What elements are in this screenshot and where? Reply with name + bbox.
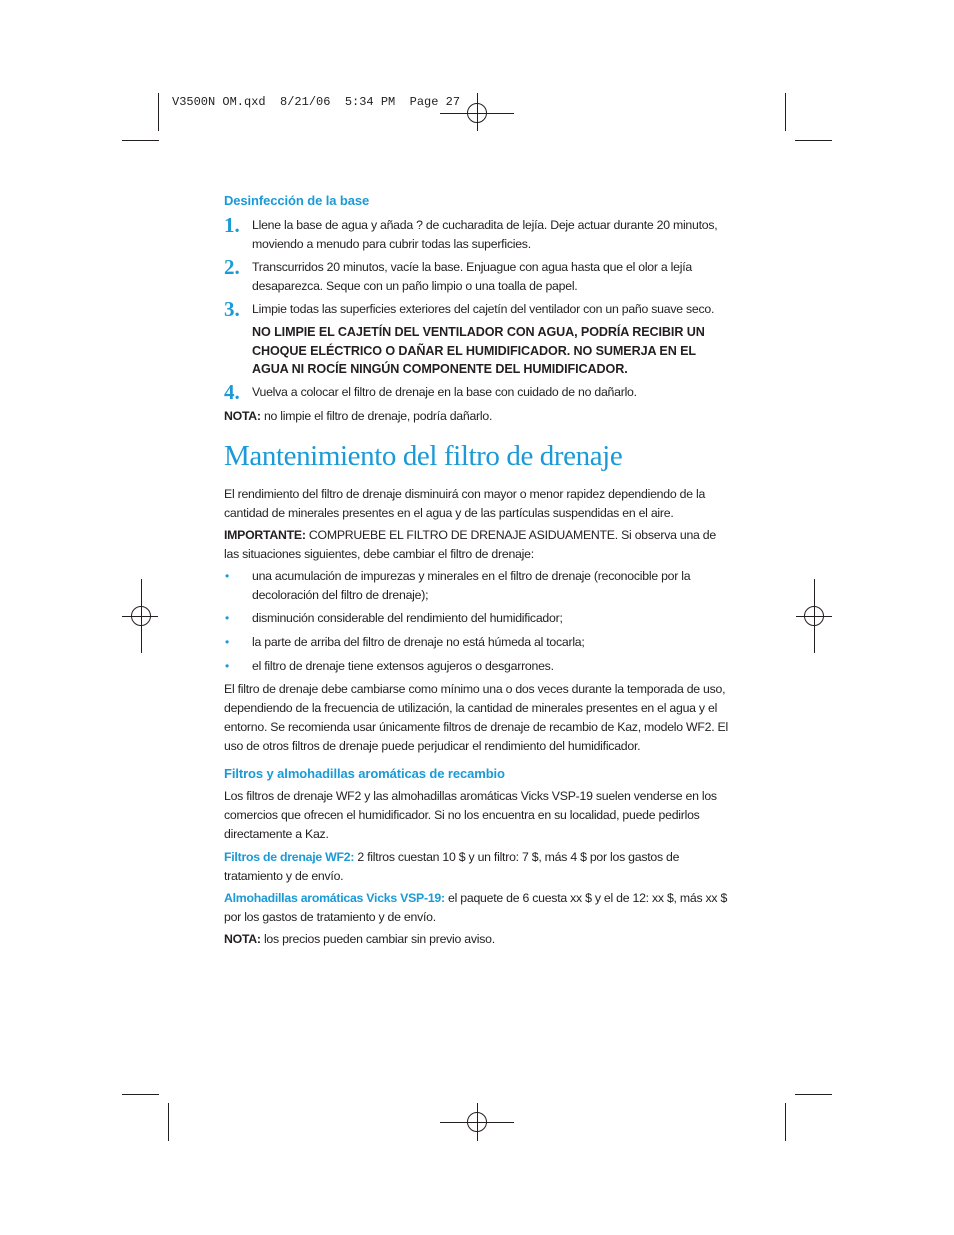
replacements-intro: Los filtros de drenaje WF2 y las almohadillas aromáticas Vicks VSP-19 suelen venderse en los comercios que ofrecen el humidificador. Si no los encuentra en su localidad, puede pedirlos directamente a Kaz. [224, 788, 717, 841]
list-item [224, 633, 732, 652]
pads-pricing [224, 889, 732, 927]
step-item [224, 297, 732, 379]
step-text: Limpie todas las superficies exteriores del cajetín del ventilador con un paño suave seco. [252, 302, 715, 316]
list-item [224, 657, 732, 676]
list-item-text: disminución considerable del rendimiento del humidificador; [252, 610, 563, 625]
note [224, 407, 732, 426]
bullet-icon: • [225, 610, 230, 625]
list-item [224, 567, 732, 605]
crop-mark [785, 93, 786, 131]
disinfection-heading: Desinfección de la base [224, 193, 370, 208]
note-label: NOTA: [224, 408, 261, 423]
list-item-text: una acumulación de impurezas y minerales en el filtro de drenaje (reconocible por la decoloración del filtro de drenaje); [252, 568, 691, 602]
registration-circle-icon [804, 606, 824, 626]
step-text: Vuelva a colocar el filtro de drenaje en la base con cuidado de no dañarlo. [252, 384, 637, 399]
crop-mark [795, 1094, 832, 1095]
list-item-text: la parte de arriba del filtro de drenaje no está húmeda al tocarla; [252, 634, 585, 649]
crop-mark [122, 140, 159, 141]
note-text: no limpie el filtro de drenaje, podría dañarlo. [260, 408, 493, 423]
crop-mark [785, 1103, 786, 1141]
maintenance-intro: El rendimiento del filtro de drenaje disminuirá con mayor o menor rapidez dependiendo de la cantidad de minerales presentes en el agua y de las partículas suspendidas en el aire. [224, 486, 706, 520]
list-item-text: el filtro de drenaje tiene extensos agujeros o desgarrones. [252, 658, 554, 673]
filters-pricing [224, 848, 732, 886]
step-text: Transcurridos 20 minutos, vacíe la base. Enjuague con agua hasta que el olor a lejía desaparezca. Seque con un paño limpio o una toalla de papel. [252, 260, 692, 293]
registration-circle-icon [467, 103, 487, 123]
step-number: 4. [224, 379, 240, 404]
maintenance-closing: El filtro de drenaje debe cambiarse como mínimo una o dos veces durante la temporada de uso, dependiendo de la frecuencia de utilización, la cantidad de minerales presentes en el agua y el entorno. Se recomienda usar únicamente filtros de drenaje de recambio de Kaz, modelo WF2. El uso de otros filtros de drenaje puede perjudicar el rendimiento del humidificador. [224, 681, 728, 753]
note [224, 930, 732, 949]
bullet-icon: • [225, 634, 230, 649]
replacements-heading: Filtros y almohadillas aromáticas de recambio [224, 765, 505, 781]
pads-label: Almohadillas aromáticas Vicks VSP-19: [224, 890, 445, 905]
crop-mark [122, 1094, 159, 1095]
pads-text: el paquete de 6 cuesta xx $ y el de 12: xx $, más xx $ por los gastos de tratamiento y de envío. [224, 890, 728, 924]
filters-label: Filtros de drenaje WF2: [224, 849, 355, 864]
crop-mark [158, 93, 159, 131]
registration-circle-icon [131, 606, 151, 626]
filters-text: 2 filtros cuestan 10 $ y un filtro: 7 $, más 4 $ por los gastos de tratamiento y de envío. [224, 849, 680, 883]
step-number: 2. [224, 255, 240, 279]
safety-warning: NO LIMPIE EL CAJETÍN DEL VENTILADOR CON AGUA, PODRÍA RECIBIR UN CHOQUE ELÉCTRICO O DAÑAR EL HUMIDIFICADOR. NO SUMERJA EN EL AGUA NI ROCÍE NINGÚN COMPONENTE DEL HUMIDIFICADOR. [252, 325, 705, 376]
crop-mark [795, 140, 832, 141]
bullet-icon: • [225, 568, 230, 583]
file-slug: V3500N OM.qxd 8/21/06 5:34 PM Page 27 [172, 95, 461, 109]
step-item [224, 379, 732, 404]
step-item [224, 213, 732, 254]
important-label: IMPORTANTE: [224, 527, 306, 542]
step-item [224, 255, 732, 296]
important-notice [224, 526, 732, 564]
bullet-icon: • [225, 658, 230, 673]
crop-mark [168, 1103, 169, 1141]
registration-circle-icon [467, 1112, 487, 1132]
main-content [224, 192, 732, 949]
list-item [224, 609, 732, 628]
important-text: COMPRUEBE EL FILTRO DE DRENAJE ASIDUAMENTE. Si observa una de las situaciones siguientes, debe cambiar el filtro de drenaje: [224, 527, 716, 561]
step-text: Llene la base de agua y añada ? de cucharadita de lejía. Deje actuar durante 20 minutos, moviendo a menudo para cubrir todas las superficies. [252, 218, 718, 251]
step-number: 1. [224, 213, 240, 237]
note-label: NOTA: [224, 931, 261, 946]
step-number: 3. [224, 297, 240, 321]
note-text: los precios pueden cambiar sin previo aviso. [260, 931, 495, 946]
section-title: Mantenimiento del filtro de drenaje [224, 439, 623, 472]
